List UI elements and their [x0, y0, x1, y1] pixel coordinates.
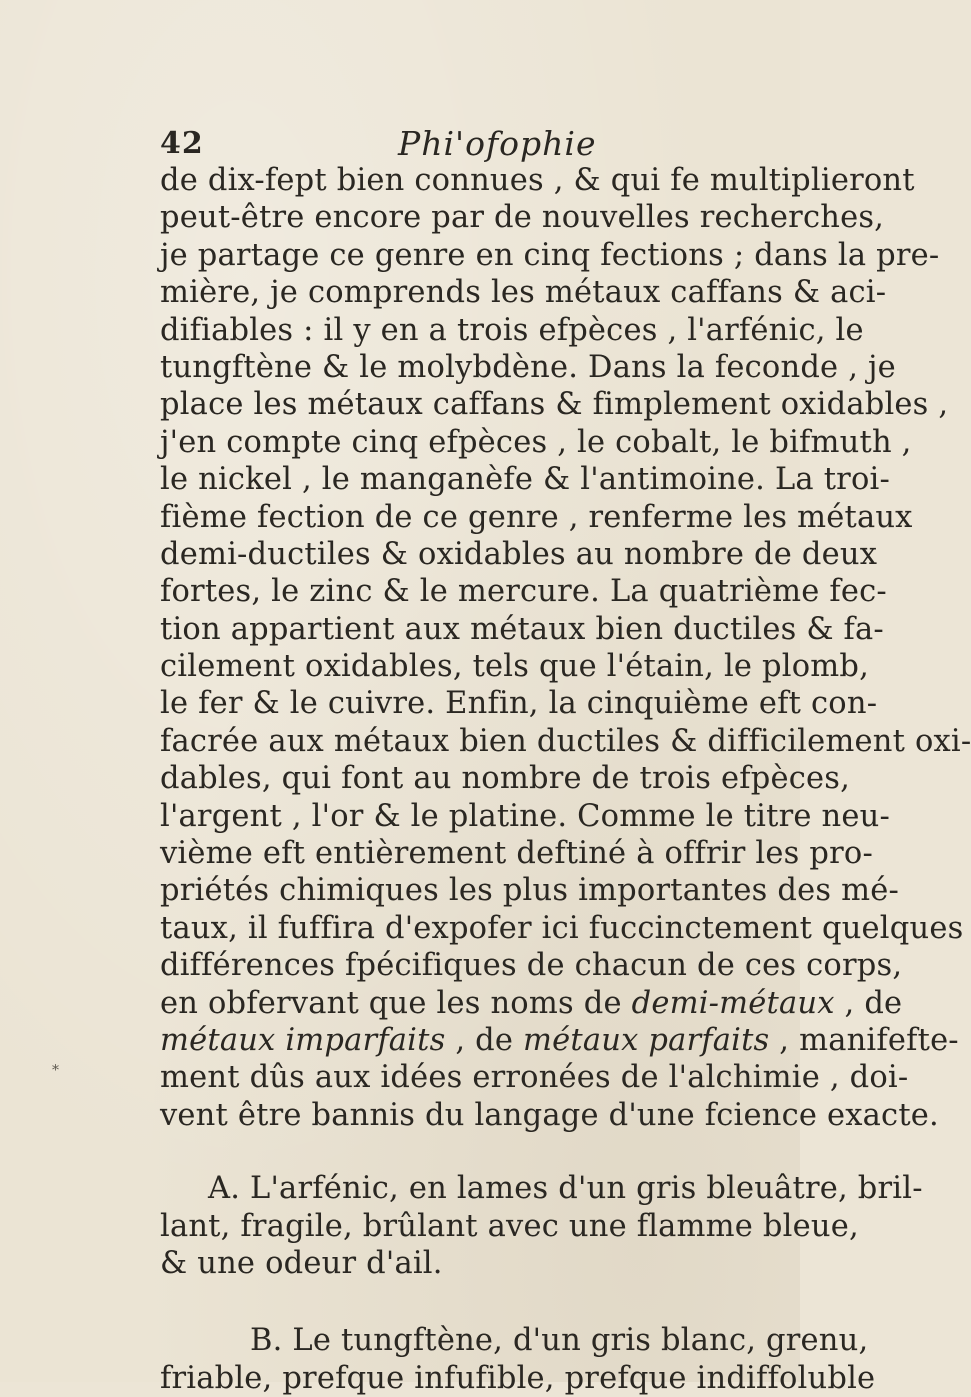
- text-line: je partage ce genre en cinq fections ; dans la pre-: [160, 237, 940, 273]
- text-line: tion appartient aux métaux bien ductiles & fa-: [160, 611, 884, 647]
- text-line: le nickel , le manganèfe & l'antimoine. La troi-: [160, 462, 890, 498]
- text-line: friable, prefque infufible, prefque indiffoluble: [160, 1360, 876, 1396]
- text-line: facrée aux métaux bien ductiles & difficilement oxi-: [160, 723, 971, 759]
- text-line: difiables : il y en a trois efpèces , l'arfénic, le: [160, 312, 864, 348]
- text-line: vent être bannis du langage d'une fcience exacte.: [160, 1097, 939, 1133]
- text-line: métaux imparfaits , de métaux parfaits , manifefte-: [160, 1022, 959, 1058]
- paragraph-classification: [160, 162, 971, 1134]
- paragraph-arsenic: [160, 1170, 923, 1282]
- text-line: vième eft entièrement deftiné à offrir les pro-: [160, 836, 873, 872]
- page-header: [160, 126, 760, 166]
- text-line: peut-être encore par de nouvelles recherches,: [160, 200, 885, 236]
- paragraph-tungsten: [160, 1322, 876, 1397]
- text-line: priétés chimiques les plus importantes des mé-: [160, 873, 899, 909]
- ink-speck-mark: ⁎: [52, 1058, 59, 1074]
- text-line: j'en compte cinq efpèces , le cobalt, le bifmuth ,: [160, 424, 912, 460]
- page-number: 42: [160, 126, 204, 161]
- text-line: & une odeur d'ail.: [160, 1245, 443, 1281]
- text-line: ment dûs aux idées erronées de l'alchimie , doi-: [160, 1060, 909, 1096]
- text-line: de dix-fept bien connues , & qui fe multiplieront: [160, 163, 915, 198]
- text-line: dables, qui font au nombre de trois efpèces,: [160, 761, 851, 797]
- text-line: lant, fragile, brûlant avec une flamme bleue,: [160, 1208, 859, 1244]
- running-title: Phi'ofophie: [398, 124, 597, 163]
- text-line: tungftène & le molybdène. Dans la feconde , je: [160, 349, 896, 385]
- text-line: demi-ductiles & oxidables au nombre de deux: [160, 536, 878, 572]
- text-line: l'argent , l'or & le platine. Comme le titre neu-: [160, 798, 890, 834]
- text-line: taux, il fuffira d'expofer ici fuccinctement quelques: [160, 910, 964, 946]
- text-line: A. L'arfénic, en lames d'un gris bleuâtre, bril-: [208, 1171, 923, 1207]
- text-line: B. Le tungftène, d'un gris blanc, grenu,: [250, 1323, 869, 1359]
- text-line: en obfervant que les noms de demi-métaux , de: [160, 985, 903, 1021]
- text-line: cilement oxidables, tels que l'étain, le plomb,: [160, 649, 870, 685]
- text-line: le fer & le cuivre. Enfin, la cinquième eft con-: [160, 686, 878, 722]
- text-line: place les métaux caffans & fimplement oxidables ,: [160, 387, 949, 423]
- text-line: fième fection de ce genre , renferme les métaux: [160, 499, 913, 535]
- text-line: mière, je comprends les métaux caffans & aci-: [160, 275, 887, 311]
- body-text: [160, 162, 971, 1397]
- text-line: fortes, le zinc & le mercure. La quatrième fec-: [160, 574, 887, 610]
- text-line: différences fpécifiques de chacun de ces corps,: [160, 948, 903, 984]
